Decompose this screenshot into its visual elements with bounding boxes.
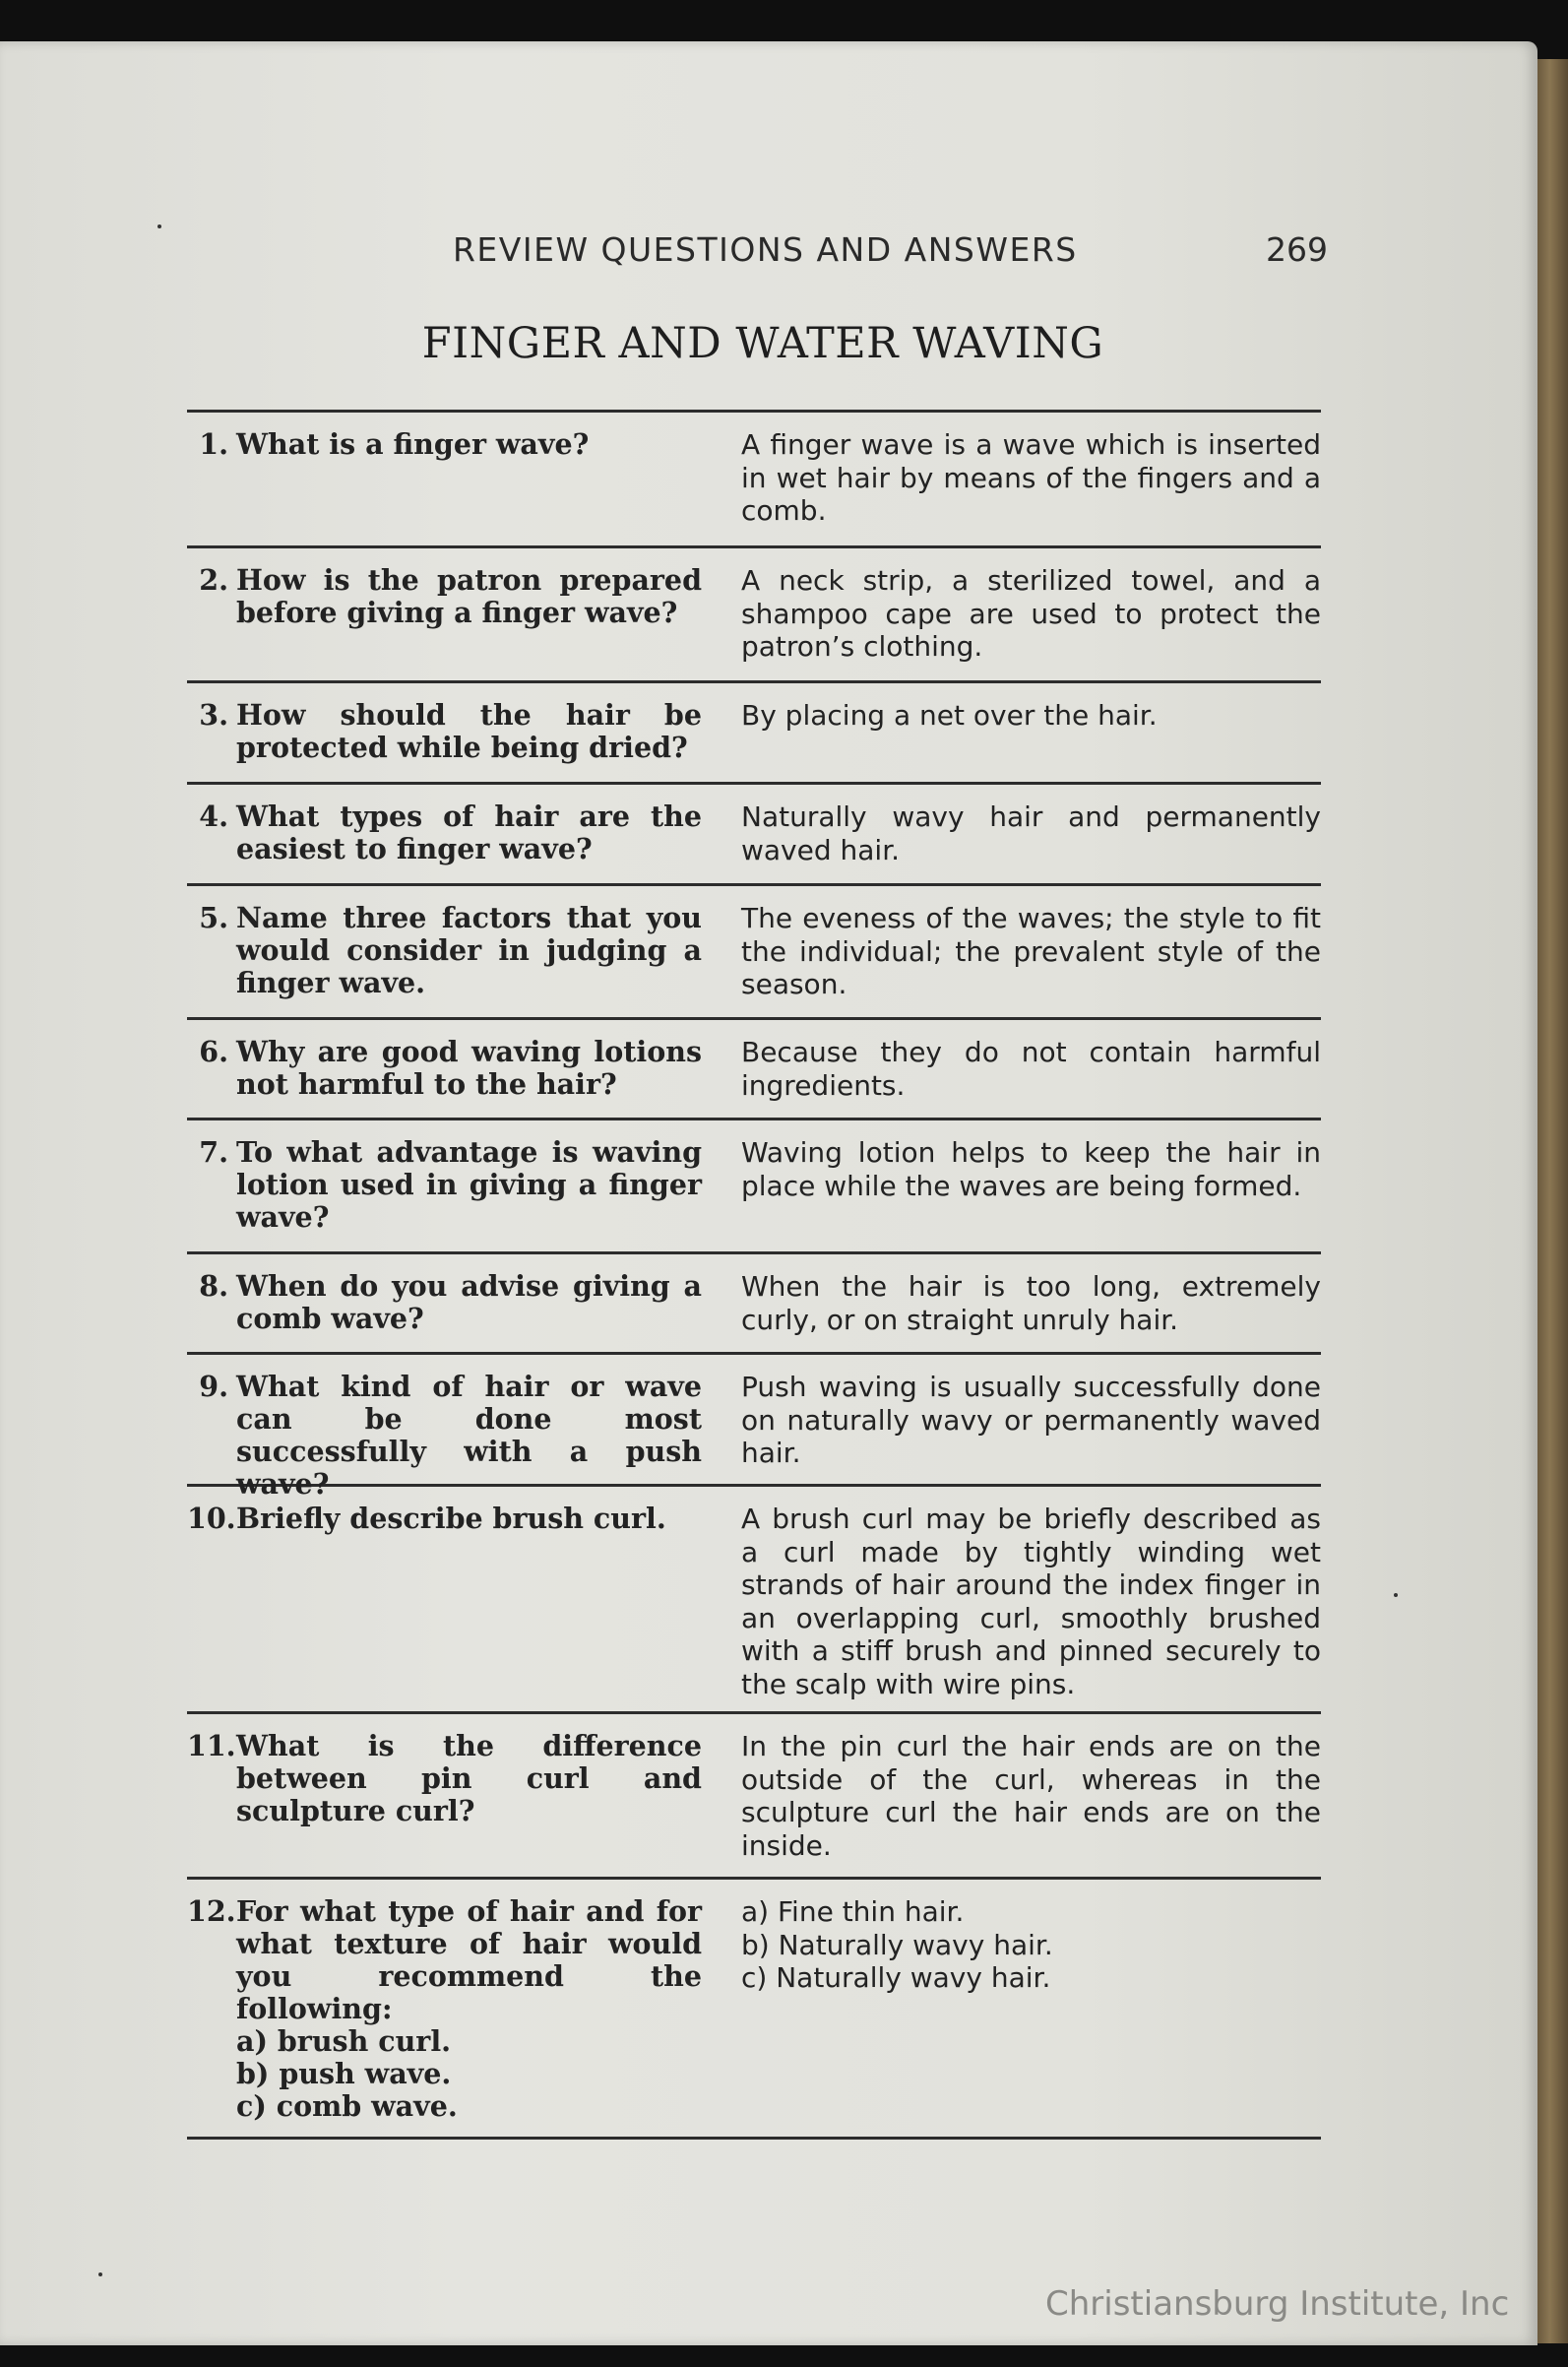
question-text: What types of hair are the easiest to finger wave?	[236, 800, 702, 865]
question-text: When do you advise giving a comb wave?	[236, 1269, 702, 1335]
answer-8: When the hair is too long, extremely curly, or on straight unruly hair.	[741, 1270, 1321, 1336]
question-number: 9.	[199, 1370, 228, 1403]
question-5	[187, 886, 702, 1017]
question-text: What is the difference between pin curl and sculpture curl?	[236, 1729, 702, 1827]
qa-row-1	[187, 413, 1321, 548]
question-number: 12.	[187, 1894, 236, 1928]
question-text: How should the hair be protected while being dried?	[236, 698, 702, 764]
question-7	[187, 1120, 702, 1251]
book-page	[0, 41, 1537, 2345]
answer-12-item-b: b) Naturally wavy hair.	[741, 1928, 1053, 1961]
qa-table	[187, 410, 1321, 2140]
question-number: 4.	[199, 800, 228, 833]
question-2	[187, 548, 702, 680]
answer-12	[741, 1880, 1321, 2137]
question-6	[187, 1020, 702, 1118]
qa-row-12	[187, 1880, 1321, 2140]
question-1	[187, 413, 702, 545]
qa-row-7	[187, 1120, 1321, 1254]
answer-11: In the pin curl the hair ends are on the outside of the curl, whereas in the sculpture curl the hair ends are on the inside.	[741, 1730, 1321, 1862]
question-text: To what advantage is waving lotion used in giving a finger wave?	[236, 1135, 702, 1234]
qa-row-3	[187, 683, 1321, 785]
qa-row-2	[187, 548, 1321, 683]
question-number: 7.	[199, 1135, 228, 1169]
question-3	[187, 683, 702, 782]
question-text: What is a finger wave?	[236, 427, 590, 461]
question-number: 11.	[187, 1729, 236, 1762]
answer-6: Because they do not contain harmful ingredients.	[741, 1036, 1321, 1102]
question-text: What kind of hair or wave can be done most successfully with a push wave?	[236, 1370, 702, 1501]
question-text: How is the patron prepared before giving a finger wave?	[236, 563, 702, 629]
qa-row-6	[187, 1020, 1321, 1120]
question-number: 6.	[199, 1035, 228, 1068]
answer-12-item-c: c) Naturally wavy hair.	[741, 1961, 1051, 1994]
question-4	[187, 785, 702, 883]
question-number: 2.	[199, 563, 228, 597]
dust-speck	[157, 224, 161, 228]
question-12-item-c: c) comb wave.	[236, 2089, 458, 2123]
answer-9: Push waving is usually successfully done on naturally wavy or permanently waved hair.	[741, 1371, 1321, 1469]
qa-row-10	[187, 1487, 1321, 1714]
question-12-item-b: b) push wave.	[236, 2057, 452, 2090]
question-number: 8.	[199, 1269, 228, 1303]
qa-row-9	[187, 1355, 1321, 1501]
answer-12-item-a: a) Fine thin hair.	[741, 1895, 965, 1928]
answer-4: Naturally wavy hair and permanently waved hair.	[741, 800, 1321, 866]
question-text: Name three factors that you would consider in judging a finger wave.	[236, 901, 702, 999]
question-8	[187, 1254, 702, 1352]
section-title: FINGER AND WATER WAVING	[421, 319, 1104, 368]
question-12-item-a: a) brush curl.	[236, 2024, 452, 2058]
question-10	[187, 1487, 702, 1711]
question-number: 1.	[199, 427, 228, 461]
question-number: 3.	[199, 698, 228, 732]
qa-row-8	[187, 1254, 1321, 1355]
question-12	[187, 1880, 702, 2137]
qa-row-5	[187, 886, 1321, 1020]
answer-3: By placing a net over the hair.	[741, 699, 1158, 732]
question-text: Why are good waving lotions not harmful to the hair?	[236, 1035, 702, 1101]
qa-row-4	[187, 785, 1321, 886]
answer-7: Waving lotion helps to keep the hair in place while the waves are being formed.	[741, 1136, 1321, 1202]
answer-10: A brush curl may be briefly described as a curl made by tightly winding wet strands of hair around the index finger in an overlapping curl, smoothly brushed with a stiff brush and pinned securely to the scalp with wire pins.	[741, 1503, 1321, 1700]
question-12-text: For what type of hair and for what texture of hair would you recommend the following:	[236, 1894, 702, 2025]
dust-speck	[98, 2272, 102, 2276]
answer-2: A neck strip, a sterilized towel, and a shampoo cape are used to protect the patron’s clothing.	[741, 564, 1321, 663]
answer-5: The eveness of the waves; the style to fit the individual; the prevalent style of the season.	[741, 902, 1321, 1000]
watermark: Christiansburg Institute, Inc	[1045, 2284, 1510, 2324]
book-page-edge	[1537, 59, 1568, 2343]
question-9	[187, 1355, 702, 1501]
dust-speck	[1394, 1593, 1398, 1597]
question-number: 5.	[199, 901, 228, 934]
qa-row-11	[187, 1714, 1321, 1880]
question-text: Briefly describe brush curl.	[236, 1502, 666, 1535]
question-11	[187, 1714, 702, 1877]
answer-1: A finger wave is a wave which is inserted in wet hair by means of the fingers and a comb.	[741, 428, 1321, 527]
question-number: 10.	[187, 1502, 236, 1535]
page-number: 269	[1266, 230, 1328, 269]
question-text	[236, 1895, 702, 2137]
running-header: REVIEW QUESTIONS AND ANSWERS	[453, 230, 1078, 269]
